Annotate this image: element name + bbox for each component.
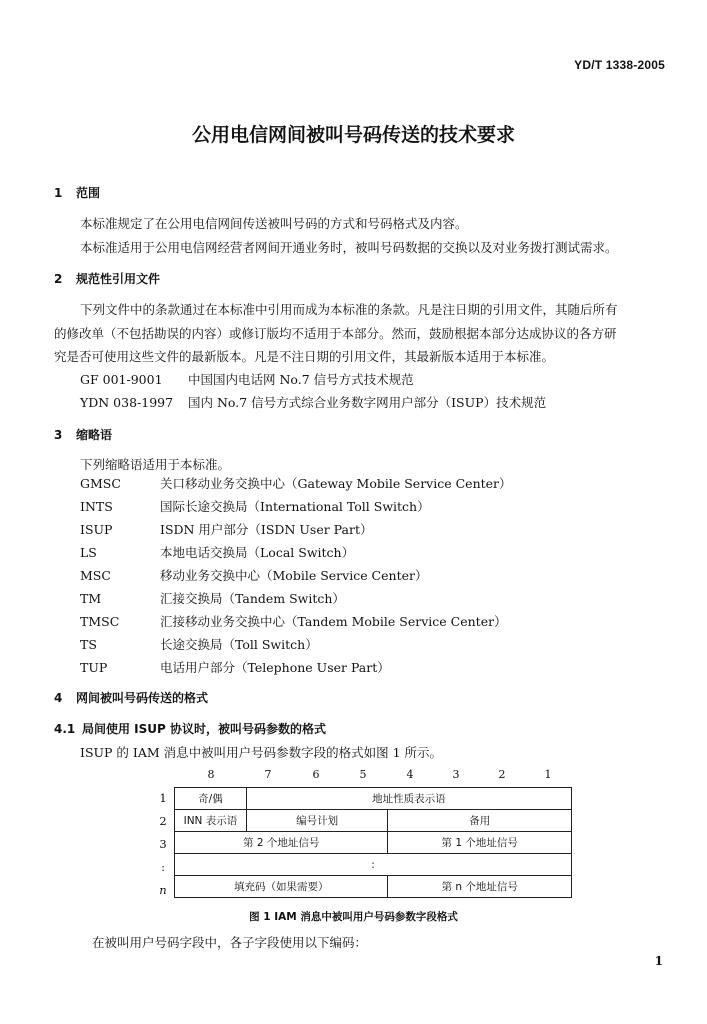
table-cell: 编号计划: [246, 810, 388, 832]
abbreviation-definition: 国际长途交换局（International Toll Switch）: [160, 499, 430, 514]
abbreviation-item: [80, 587, 640, 610]
reference-title: 国内 No.7 信号方式综合业务数字网用户部分（ISUP）技术规范: [188, 395, 547, 410]
abbreviation-code: ISUP: [80, 522, 113, 537]
abbreviation-code: TMSC: [80, 614, 120, 629]
table-row: [175, 854, 572, 876]
section-number: 2: [54, 272, 63, 286]
bit-number: 5: [359, 768, 367, 781]
subsection-number: 4.1: [54, 722, 76, 736]
paragraph: 本标准适用于公用电信网经营者网间开通业务时，被叫号码数据的交换以及对业务拨打测试需求。: [80, 240, 618, 255]
table-cell: 地址性质表示语: [246, 788, 571, 810]
section-number: 3: [54, 428, 63, 442]
table-row: [175, 832, 572, 854]
table-cell: 第 1 个地址信号: [388, 832, 572, 854]
reference-item: [80, 391, 640, 414]
reference-title: 中国国内电话网 No.7 信号方式技术规范: [188, 372, 414, 387]
section-number: 4: [54, 691, 63, 705]
abbreviation-code: LS: [80, 545, 97, 560]
table-cell: 备用: [388, 810, 572, 832]
bit-number: 3: [452, 768, 460, 781]
table-row: [175, 876, 572, 898]
page-number: 1: [654, 954, 663, 968]
abbreviation-item: [80, 495, 640, 518]
abbreviation-code: INTS: [80, 499, 113, 514]
subsection-4-1-heading: [54, 720, 326, 737]
section-title: 缩略语: [76, 428, 113, 442]
standard-code: YD/T 1338-2005: [574, 58, 665, 72]
parameter-format-table: [174, 787, 572, 898]
subsection-title: 局间使用 ISUP 协议时，被叫号码参数的格式: [82, 722, 327, 736]
abbreviation-definition: 关口移动业务交换中心（Gateway Mobile Service Center）: [160, 476, 512, 491]
table-cell: 第 2 个地址信号: [175, 832, 388, 854]
abbreviation-definition: 汇接交换局（Tandem Switch）: [160, 591, 345, 606]
section-1-heading: [54, 184, 100, 201]
paragraph-line: 的修改单（不包括勘误的内容）或修订版均不适用于本部分。然而，鼓励根据本部分达成协议的各方研: [54, 326, 617, 341]
abbreviation-definition: 电话用户部分（Telephone User Part）: [160, 660, 390, 675]
figure-caption: 图 1 IAM 消息中被叫用户号码参数字段格式: [249, 911, 458, 923]
table-cell: 第 n 个地址信号: [388, 876, 572, 898]
abbreviation-definition: 本地电话交换局（Local Switch）: [160, 545, 355, 560]
abbreviation-list: [80, 472, 640, 679]
reference-list: [80, 368, 640, 414]
paragraph: 下列缩略语适用于本标准。: [80, 457, 231, 472]
abbreviation-code: MSC: [80, 568, 111, 583]
abbreviation-definition: 长途交换局（Toll Switch）: [160, 637, 318, 652]
abbreviation-item: [80, 610, 640, 633]
abbreviation-item: [80, 633, 640, 656]
abbreviation-code: GMSC: [80, 476, 121, 491]
abbreviation-code: TUP: [80, 660, 108, 675]
table-cell: 奇/偶: [175, 788, 247, 810]
paragraph-line: 下列文件中的条款通过在本标准中引用而成为本标准的条款。凡是注日期的引用文件，其随后所有: [80, 302, 618, 317]
row-label: :: [161, 860, 165, 874]
table-cell: :: [175, 854, 572, 876]
abbreviation-item: [80, 656, 640, 679]
abbreviation-code: TS: [80, 637, 97, 652]
bit-number: 1: [544, 768, 552, 781]
section-4-heading: [54, 689, 208, 706]
row-label: n: [159, 883, 167, 897]
paragraph: ISUP 的 IAM 消息中被叫用户号码参数字段的格式如图 1 所示。: [80, 745, 443, 760]
abbreviation-item: [80, 564, 640, 587]
table-row: [175, 788, 572, 810]
abbreviation-definition: 移动业务交换中心（Mobile Service Center）: [160, 568, 428, 583]
section-3-heading: [54, 426, 112, 443]
row-label: 3: [159, 837, 167, 851]
paragraph-line: 究是否可使用这些文件的最新版本。凡是不注日期的引用文件，其最新版本适用于本标准。: [54, 349, 555, 364]
bit-number: 7: [264, 768, 272, 781]
reference-code: YDN 038-1997: [80, 395, 174, 410]
document-title: 公用电信网间被叫号码传送的技术要求: [191, 124, 515, 146]
section-2-heading: [54, 270, 160, 287]
paragraph: 在被叫用户号码字段中，各子字段使用以下编码：: [92, 935, 368, 950]
abbreviation-item: [80, 472, 640, 495]
bit-number-row: [174, 768, 572, 782]
reference-item: [80, 368, 640, 391]
row-label: 2: [159, 814, 167, 828]
abbreviation-definition: ISDN 用户部分（ISDN User Part）: [160, 522, 373, 537]
section-title: 规范性引用文件: [76, 272, 161, 286]
abbreviation-definition: 汇接移动业务交换中心（Tandem Mobile Service Center）: [160, 614, 507, 629]
abbreviation-item: [80, 518, 640, 541]
section-title: 范围: [76, 186, 101, 200]
row-label: 1: [159, 791, 167, 805]
table-cell: 填充码（如果需要）: [175, 876, 388, 898]
bit-number: 6: [312, 768, 320, 781]
table-row: [175, 810, 572, 832]
table-cell: INN 表示语: [175, 810, 247, 832]
bit-number: 4: [406, 768, 414, 781]
paragraph: 本标准规定了在公用电信网间传送被叫号码的方式和号码格式及内容。: [80, 216, 468, 231]
reference-code: GF 001-9001: [80, 372, 163, 387]
section-title: 网间被叫号码传送的格式: [76, 691, 209, 705]
bit-number: 8: [207, 768, 215, 781]
bit-number: 2: [498, 768, 506, 781]
section-number: 1: [54, 186, 63, 200]
abbreviation-code: TM: [80, 591, 102, 606]
abbreviation-item: [80, 541, 640, 564]
